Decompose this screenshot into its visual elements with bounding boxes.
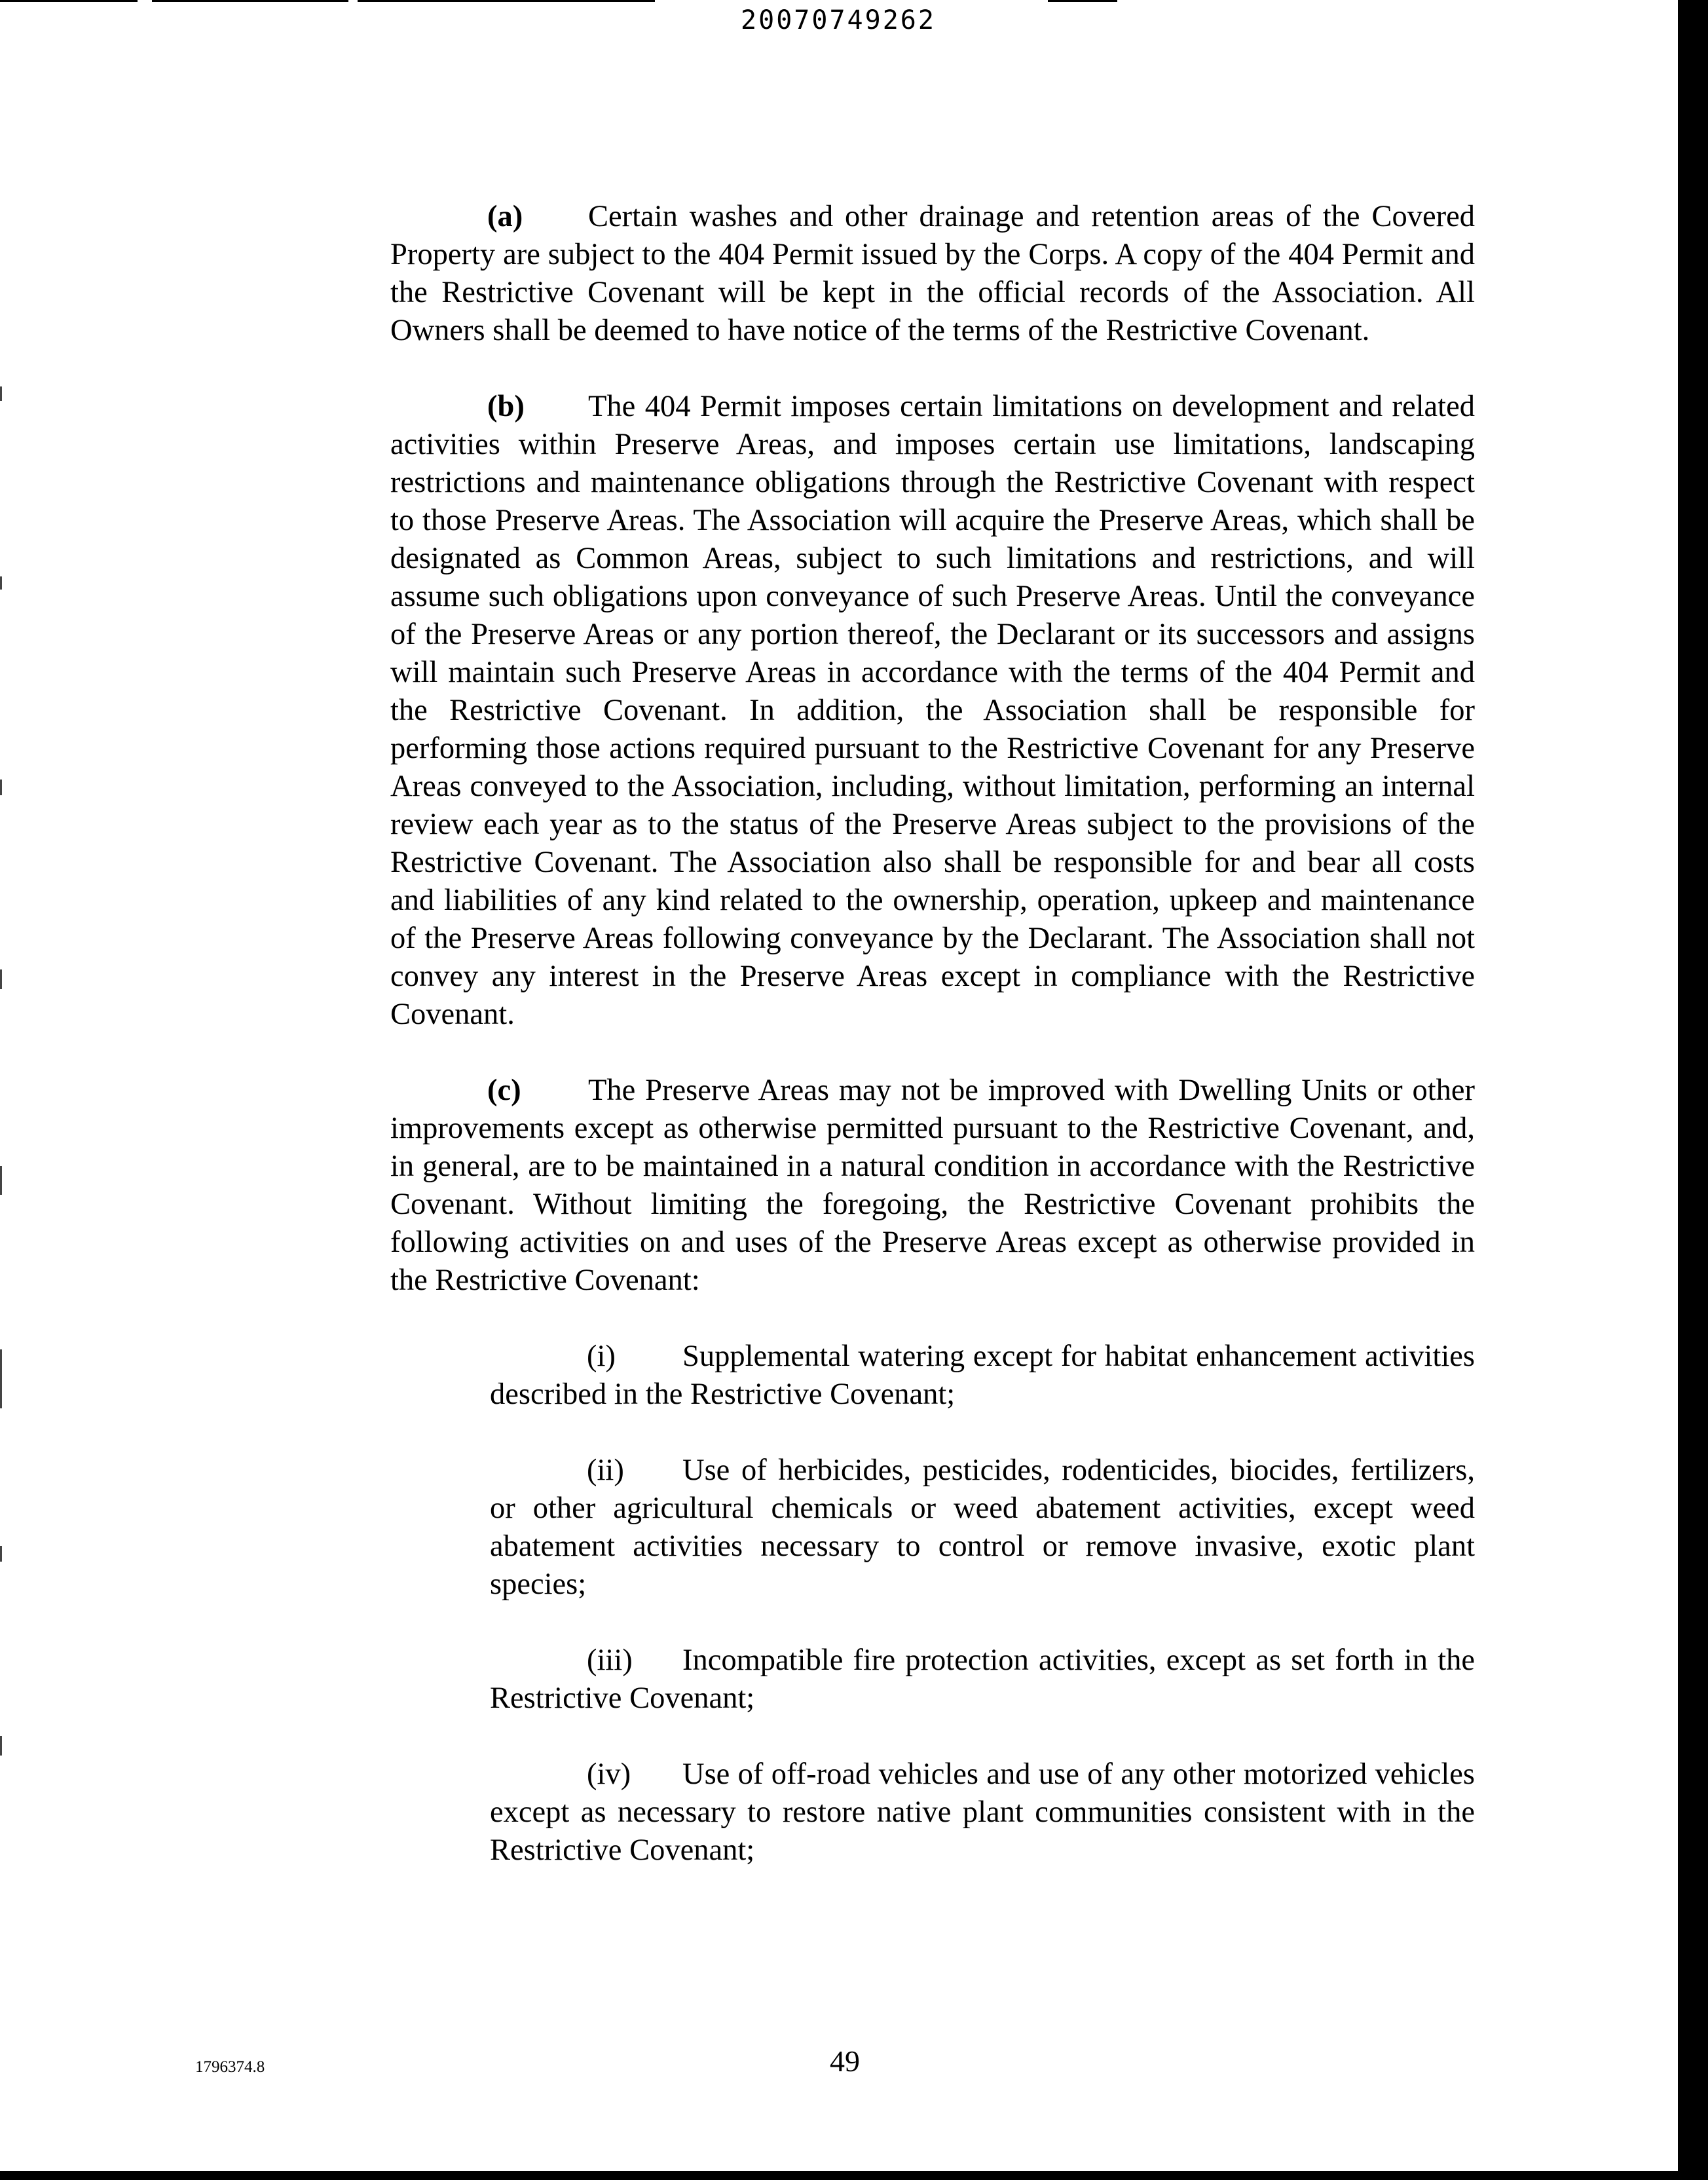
scan-top-rule-left	[0, 0, 138, 2]
subitem-ii	[490, 1452, 1475, 1604]
subitem-iv	[490, 1756, 1475, 1870]
paragraph-a-text: Certain washes and other drainage and retention areas of the Covered Property are subject to the 404 Permit issued by the Corps. A copy of the 404 Permit and the Restrictive Covenant will be kept in the official records of the Association. All Owners shall be deemed to have notice of the terms of the Restrictive Covenant.	[390, 200, 1475, 347]
subitem-ii-label: (ii)	[587, 1454, 624, 1487]
scan-bottom-edge	[0, 2171, 1708, 2180]
paragraph-b-label: (b)	[487, 390, 525, 423]
subitem-ii-text: Use of herbicides, pesticides, rodenticides, biocides, fertilizers, or other agricultural chemicals or weed abatement activities, except weed abatement activities necessary to control or remove invasive, exotic plant species;	[490, 1454, 1475, 1601]
paragraph-b-text: The 404 Permit imposes certain limitations on development and related activities within Preserve Areas, and imposes certain use limitations, landscaping restrictions and maintenance obligations through the Restrictive Covenant with respect to those Preserve Areas. The Association will acquire the Preserve Areas, which shall be designated as Common Areas, subject to such limitations and restrictions, and will assume such obligations upon conveyance of such Preserve Areas. Until the conveyance of the Preserve Areas or any portion thereof, the Declarant or its successors and assigns will maintain such Preserve Areas in accordance with the terms of the 404 Permit and the Restrictive Covenant. In addition, the Association shall be responsible for performing those actions required pursuant to the Restrictive Covenant for any Preserve Areas conveyed to the Association, including, without limitation, performing an internal review each year as to the status of the Preserve Areas subject to the provisions of the Restrictive Covenant. The Association also shall be responsible for and bear all costs and liabilities of any kind related to the ownership, operation, upkeep and maintenance of the Preserve Areas following conveyance by the Declarant. The Association shall not convey any interest in the Preserve Areas except in compliance with the Restrictive Covenant.	[390, 390, 1475, 1031]
document-number: 20070749262	[741, 5, 936, 35]
page-number: 49	[830, 2044, 860, 2078]
footer-document-id: 1796374.8	[195, 2058, 265, 2076]
paragraph-c	[390, 1072, 1475, 1300]
document-body	[390, 198, 1475, 1907]
subitem-i-text: Supplemental watering except for habitat enhancement activities described in the Restrictive Covenant;	[490, 1340, 1475, 1411]
subitem-iii	[490, 1642, 1475, 1718]
paragraph-a	[390, 198, 1475, 350]
paragraph-c-label: (c)	[487, 1074, 521, 1107]
scan-top-rule-far-right	[1048, 0, 1117, 2]
subitem-i-label: (i)	[587, 1340, 616, 1373]
paragraph-b	[390, 388, 1475, 1034]
subitem-iii-text: Incompatible fire protection activities, except as set forth in the Restrictive Covenant;	[490, 1644, 1475, 1715]
subitem-iv-text: Use of off-road vehicles and use of any other motorized vehicles except as necessary to restore native plant communities consistent with in the Restrictive Covenant;	[490, 1757, 1475, 1867]
subitem-iii-label: (iii)	[587, 1644, 633, 1677]
subitem-i	[490, 1338, 1475, 1414]
paragraph-a-label: (a)	[487, 200, 523, 233]
paragraph-c-text: The Preserve Areas may not be improved with Dwelling Units or other improvements except as otherwise permitted pursuant to the Restrictive Covenant, and, in general, are to be maintained in a natural condition in accordance with the Restrictive Covenant. Without limiting the foregoing, the Restrictive Covenant prohibits the following activities on and uses of the Preserve Areas except as otherwise provided in the Restrictive Covenant:	[390, 1074, 1475, 1297]
scan-top-rule-right	[358, 0, 655, 2]
scan-top-rule-middle	[152, 0, 348, 2]
scan-right-edge	[1678, 0, 1708, 2180]
subitem-iv-label: (iv)	[587, 1757, 631, 1791]
